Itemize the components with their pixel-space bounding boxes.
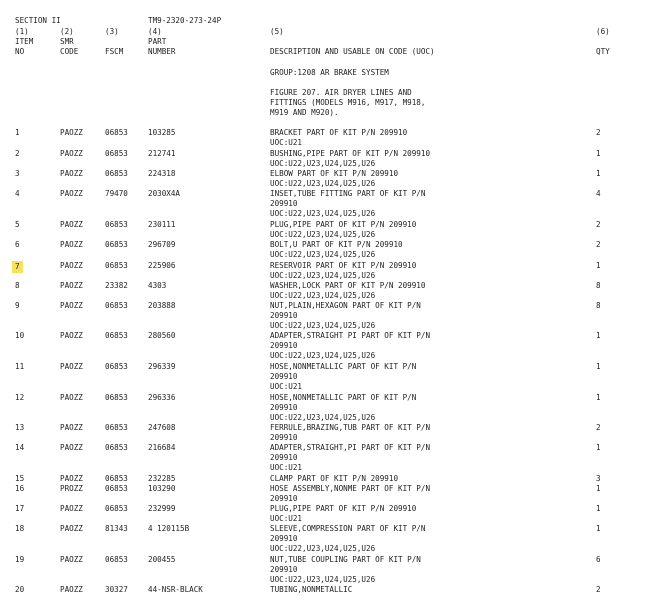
item-number: 3	[15, 169, 20, 178]
fscm-code: 30327	[105, 585, 128, 594]
description-line: PLUG,PIPE PART OF KIT P/N 209910	[270, 504, 417, 513]
smr-code: PAOZZ	[60, 423, 83, 432]
smr-code: PAOZZ	[60, 189, 83, 198]
description-line: CLAMP PART OF KIT P/N 209910	[270, 474, 399, 483]
fscm-header: FSCM	[105, 47, 124, 56]
part-number: 296709	[148, 240, 176, 249]
smr-code: PAOZZ	[60, 220, 83, 229]
fscm-code: 06853	[105, 301, 128, 310]
fscm-code: 06853	[105, 474, 128, 483]
item-number: 4	[15, 189, 20, 198]
part-number: 203888	[148, 301, 176, 310]
smr-header-2: CODE	[60, 47, 79, 56]
fscm-code: 06853	[105, 331, 128, 340]
part-number: 200455	[148, 555, 176, 564]
figure-title-line: M919 AND M920).	[270, 108, 339, 117]
description-line: NUT,PLAIN,HEXAGON PART OF KIT P/N	[270, 301, 421, 310]
part-number: 296336	[148, 393, 176, 402]
quantity: 1	[596, 484, 601, 493]
quantity: 1	[596, 261, 601, 270]
smr-code: PAOZZ	[60, 169, 83, 178]
part-number: 4 120115B	[148, 524, 190, 533]
part-number: 232999	[148, 504, 176, 513]
col5-number: (5)	[270, 27, 284, 36]
description-line: UOC:U22,U23,U24,U25,U26	[270, 291, 376, 300]
description-line: RESERVOIR PART OF KIT P/N 209910	[270, 261, 417, 270]
quantity: 8	[596, 301, 601, 310]
fscm-code: 06853	[105, 423, 128, 432]
smr-code: PAOZZ	[60, 240, 83, 249]
item-number: 18	[15, 524, 25, 533]
quantity: 6	[596, 555, 601, 564]
quantity: 1	[596, 149, 601, 158]
description-line: TUBING,NONMETALLIC	[270, 585, 353, 594]
item-number: 16	[15, 484, 25, 493]
description-line: 209910	[270, 433, 298, 442]
fscm-code: 06853	[105, 220, 128, 229]
description-line: UOC:U22,U23,U24,U25,U26	[270, 351, 376, 360]
part-header-2: NUMBER	[148, 47, 176, 56]
part-number: 280560	[148, 331, 176, 340]
item-number: 2	[15, 149, 20, 158]
item-number-highlighted: 7	[12, 261, 23, 273]
item-number: 10	[15, 331, 25, 340]
col1-number: (1)	[15, 27, 29, 36]
fscm-code: 06853	[105, 443, 128, 452]
description-line: UOC:U22,U23,U24,U25,U26	[270, 159, 376, 168]
fscm-code: 06853	[105, 240, 128, 249]
quantity: 1	[596, 393, 601, 402]
description-line: 209910	[270, 534, 298, 543]
fscm-code: 06853	[105, 393, 128, 402]
part-number: 225906	[148, 261, 176, 270]
description-line: UOC:U21	[270, 463, 303, 472]
item-number: 1	[15, 128, 20, 137]
smr-code: PAOZZ	[60, 362, 83, 371]
fscm-code: 23382	[105, 281, 128, 290]
item-number: 19	[15, 555, 25, 564]
quantity: 2	[596, 220, 601, 229]
col3-number: (3)	[105, 27, 119, 36]
group-title: GROUP:1208 AR BRAKE SYSTEM	[270, 68, 389, 77]
description-line: BRACKET PART OF KIT P/N 209910	[270, 128, 408, 137]
item-number: 8	[15, 281, 20, 290]
description-line: 209910	[270, 372, 298, 381]
description-line: PLUG,PIPE PART OF KIT P/N 209910	[270, 220, 417, 229]
description-line: UOC:U22,U23,U24,U25,U26	[270, 271, 376, 280]
description-line: ELBOW PART OF KIT P/N 209910	[270, 169, 399, 178]
description-line: 209910	[270, 453, 298, 462]
item-number: 12	[15, 393, 25, 402]
fscm-code: 06853	[105, 169, 128, 178]
quantity: 2	[596, 423, 601, 432]
quantity: 8	[596, 281, 601, 290]
description-line: 209910	[270, 565, 298, 574]
smr-code: PAOZZ	[60, 585, 83, 594]
fscm-code: 06853	[105, 504, 128, 513]
part-number: 103285	[148, 128, 176, 137]
description-line: WASHER,LOCK PART OF KIT P/N 209910	[270, 281, 426, 290]
fscm-code: 06853	[105, 555, 128, 564]
part-number: 4303	[148, 281, 167, 290]
description-line: ADAPTER,STRAIGHT PI PART OF KIT P/N	[270, 331, 431, 340]
quantity: 1	[596, 443, 601, 452]
col4-number: (4)	[148, 27, 162, 36]
item-number: 14	[15, 443, 25, 452]
col6-number: (6)	[596, 27, 610, 36]
item-number: 11	[15, 362, 25, 371]
item-number: 15	[15, 474, 25, 483]
part-header-1: PART	[148, 37, 167, 46]
fscm-code: 79470	[105, 189, 128, 198]
quantity: 1	[596, 331, 601, 340]
part-number: 232285	[148, 474, 176, 483]
description-line: INSET,TUBE FITTING PART OF KIT P/N	[270, 189, 426, 198]
description-line: HOSE ASSEMBLY,NONME PART OF KIT P/N	[270, 484, 431, 493]
quantity: 1	[596, 169, 601, 178]
part-number: 216684	[148, 443, 176, 452]
smr-code: PAOZZ	[60, 524, 83, 533]
smr-code: PROZZ	[60, 484, 83, 493]
fscm-code: 06853	[105, 149, 128, 158]
part-number: 212741	[148, 149, 176, 158]
smr-code: PAOZZ	[60, 281, 83, 290]
part-number: 103290	[148, 484, 176, 493]
quantity: 4	[596, 189, 601, 198]
quantity: 2	[596, 240, 601, 249]
description-line: BUSHING,PIPE PART OF KIT P/N 209910	[270, 149, 431, 158]
description-line: UOC:U22,U23,U24,U25,U26	[270, 321, 376, 330]
description-line: UOC:U22,U23,U24,U25,U26	[270, 544, 376, 553]
figure-title-line: FITTINGS (MODELS M916, M917, M918,	[270, 98, 426, 107]
description-line: UOC:U22,U23,U24,U25,U26	[270, 250, 376, 259]
quantity: 2	[596, 128, 601, 137]
description-line: BOLT,U PART OF KIT P/N 209910	[270, 240, 403, 249]
description-line: UOC:U21	[270, 138, 303, 147]
description-line: 209910	[270, 311, 298, 320]
figure-title-line: FIGURE 207. AIR DRYER LINES AND	[270, 88, 412, 97]
description-line: UOC:U22,U23,U24,U25,U26	[270, 179, 376, 188]
smr-code: PAOZZ	[60, 504, 83, 513]
item-number: 13	[15, 423, 25, 432]
fscm-code: 06853	[105, 128, 128, 137]
description-line: UOC:U21	[270, 514, 303, 523]
part-number: 247608	[148, 423, 176, 432]
quantity: 1	[596, 362, 601, 371]
smr-code: PAOZZ	[60, 393, 83, 402]
quantity: 3	[596, 474, 601, 483]
description-line: ADAPTER,STRAIGHT,PI PART OF KIT P/N	[270, 443, 431, 452]
description-line: NUT,TUBE COUPLING PART OF KIT P/N	[270, 555, 421, 564]
part-number: 296339	[148, 362, 176, 371]
item-header-1: ITEM	[15, 37, 34, 46]
quantity: 1	[596, 504, 601, 513]
smr-header-1: SMR	[60, 37, 74, 46]
part-number: 44-NSR-BLACK	[148, 585, 203, 594]
description-line: HOSE,NONMETALLIC PART OF KIT P/N	[270, 362, 417, 371]
fscm-code: 06853	[105, 261, 128, 270]
part-number: 224318	[148, 169, 176, 178]
fscm-code: 81343	[105, 524, 128, 533]
description-line: UOC:U22,U23,U24,U25,U26	[270, 209, 376, 218]
smr-code: PAOZZ	[60, 261, 83, 270]
description-line: UOC:U22,U23,U24,U25,U26	[270, 575, 376, 584]
item-number: 6	[15, 240, 20, 249]
fscm-code: 06853	[105, 484, 128, 493]
smr-code: PAOZZ	[60, 301, 83, 310]
smr-code: PAOZZ	[60, 149, 83, 158]
description-line: 209910	[270, 494, 298, 503]
fscm-code: 06853	[105, 362, 128, 371]
tm-number: TM9-2320-273-24P	[148, 16, 222, 25]
description-line: SLEEVE,COMPRESSION PART OF KIT P/N	[270, 524, 426, 533]
description-line: UOC:U21	[270, 382, 303, 391]
quantity: 2	[596, 585, 601, 594]
col2-number: (2)	[60, 27, 74, 36]
qty-header: QTY	[596, 47, 610, 56]
description-line: 209910	[270, 199, 298, 208]
quantity: 1	[596, 524, 601, 533]
part-number: 230111	[148, 220, 176, 229]
item-number: 20	[15, 585, 25, 594]
smr-code: PAOZZ	[60, 555, 83, 564]
smr-code: PAOZZ	[60, 474, 83, 483]
smr-code: PAOZZ	[60, 443, 83, 452]
item-header-2: NO	[15, 47, 25, 56]
description-header: DESCRIPTION AND USABLE ON CODE (UOC)	[270, 47, 435, 56]
smr-code: PAOZZ	[60, 128, 83, 137]
description-line: 209910	[270, 403, 298, 412]
description-line: HOSE,NONMETALLIC PART OF KIT P/N	[270, 393, 417, 402]
item-number: 17	[15, 504, 25, 513]
smr-code: PAOZZ	[60, 331, 83, 340]
description-line: 209910	[270, 341, 298, 350]
description-line: FERRULE,BRAZING,TUB PART OF KIT P/N	[270, 423, 431, 432]
part-number: 2030X4A	[148, 189, 181, 198]
section-title: SECTION II	[15, 16, 61, 25]
item-number: 5	[15, 220, 20, 229]
description-line: UOC:U22,U23,U24,U25,U26	[270, 230, 376, 239]
description-line: UOC:U22,U23,U24,U25,U26	[270, 413, 376, 422]
item-number: 9	[15, 301, 20, 310]
